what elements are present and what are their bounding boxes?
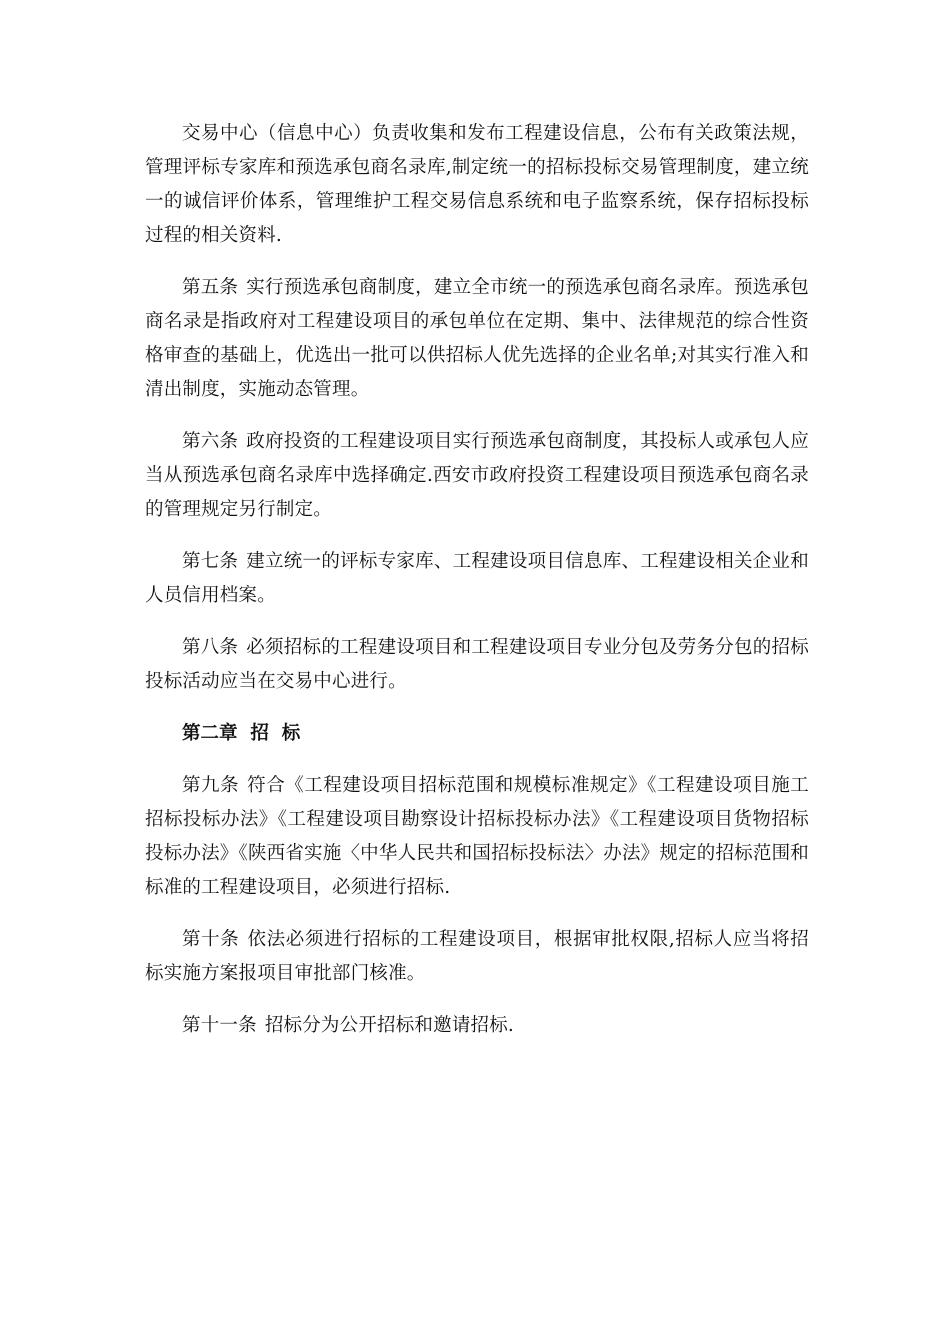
- article-text: 实行预选承包商制度，建立全市统一的预选承包商名录库。预选承包商名录是指政府对工程建设项目的承包单位在定期、集中、法律规范的综合性资格审查的基础上，优选出一批可以供招标人优先选择的企业名单;对其实行准入和清出制度，实施动态管理。: [145, 277, 809, 400]
- article-number: 第九条: [182, 775, 240, 796]
- article-text: 政府投资的工程建设项目实行预选承包商制度，其投标人或承包人应当从预选承包商名录库中选择确定.西安市政府投资工程建设项目预选承包商名录的管理规定另行制定。: [145, 431, 809, 520]
- article-9: [145, 769, 809, 905]
- article-5: [145, 271, 809, 407]
- article-number: 第十一条: [182, 1015, 257, 1036]
- article-text: 建立统一的评标专家库、工程建设项目信息库、工程建设相关企业和人员信用档案。: [145, 551, 809, 606]
- paragraph-text: 交易中心（信息中心）负责收集和发布工程建设信息，公布有关政策法规，管理评标专家库和预选承包商名录库,制定统一的招标投标交易管理制度，建立统一的诚信评价体系，管理维护工程交易信息系统和电子监察系统，保存招标投标过程的相关资料.: [145, 123, 809, 246]
- article-number: 第十条: [182, 929, 240, 950]
- chapter-heading: 第二章 招 标: [182, 723, 301, 744]
- article-8: [145, 631, 809, 699]
- document-page: [145, 117, 809, 1061]
- article-text: 必须招标的工程建设项目和工程建设项目专业分包及劳务分包的招标投标活动应当在交易中心进行。: [145, 637, 809, 692]
- article-7: [145, 545, 809, 613]
- paragraph-trading-center: [145, 117, 809, 253]
- article-6: [145, 425, 809, 527]
- article-number: 第八条: [182, 637, 239, 658]
- article-10: [145, 923, 809, 991]
- article-number: 第五条: [182, 277, 239, 298]
- article-11: [145, 1009, 809, 1043]
- article-text: 招标分为公开招标和邀请招标.: [264, 1015, 514, 1036]
- article-number: 第七条: [182, 551, 239, 572]
- article-text: 符合《工程建设项目招标范围和规模标准规定》《工程建设项目施工招标投标办法》《工程建设项目勘察设计招标投标办法》《工程建设项目货物招标投标办法》《陕西省实施〈中华人民共和国招标投标法〉办法》规定的招标范围和标准的工程建设项目，必须进行招标.: [145, 775, 809, 898]
- article-number: 第六条: [182, 431, 239, 452]
- article-text: 依法必须进行招标的工程建设项目，根据审批权限,招标人应当将招标实施方案报项目审批部门核准。: [145, 929, 809, 984]
